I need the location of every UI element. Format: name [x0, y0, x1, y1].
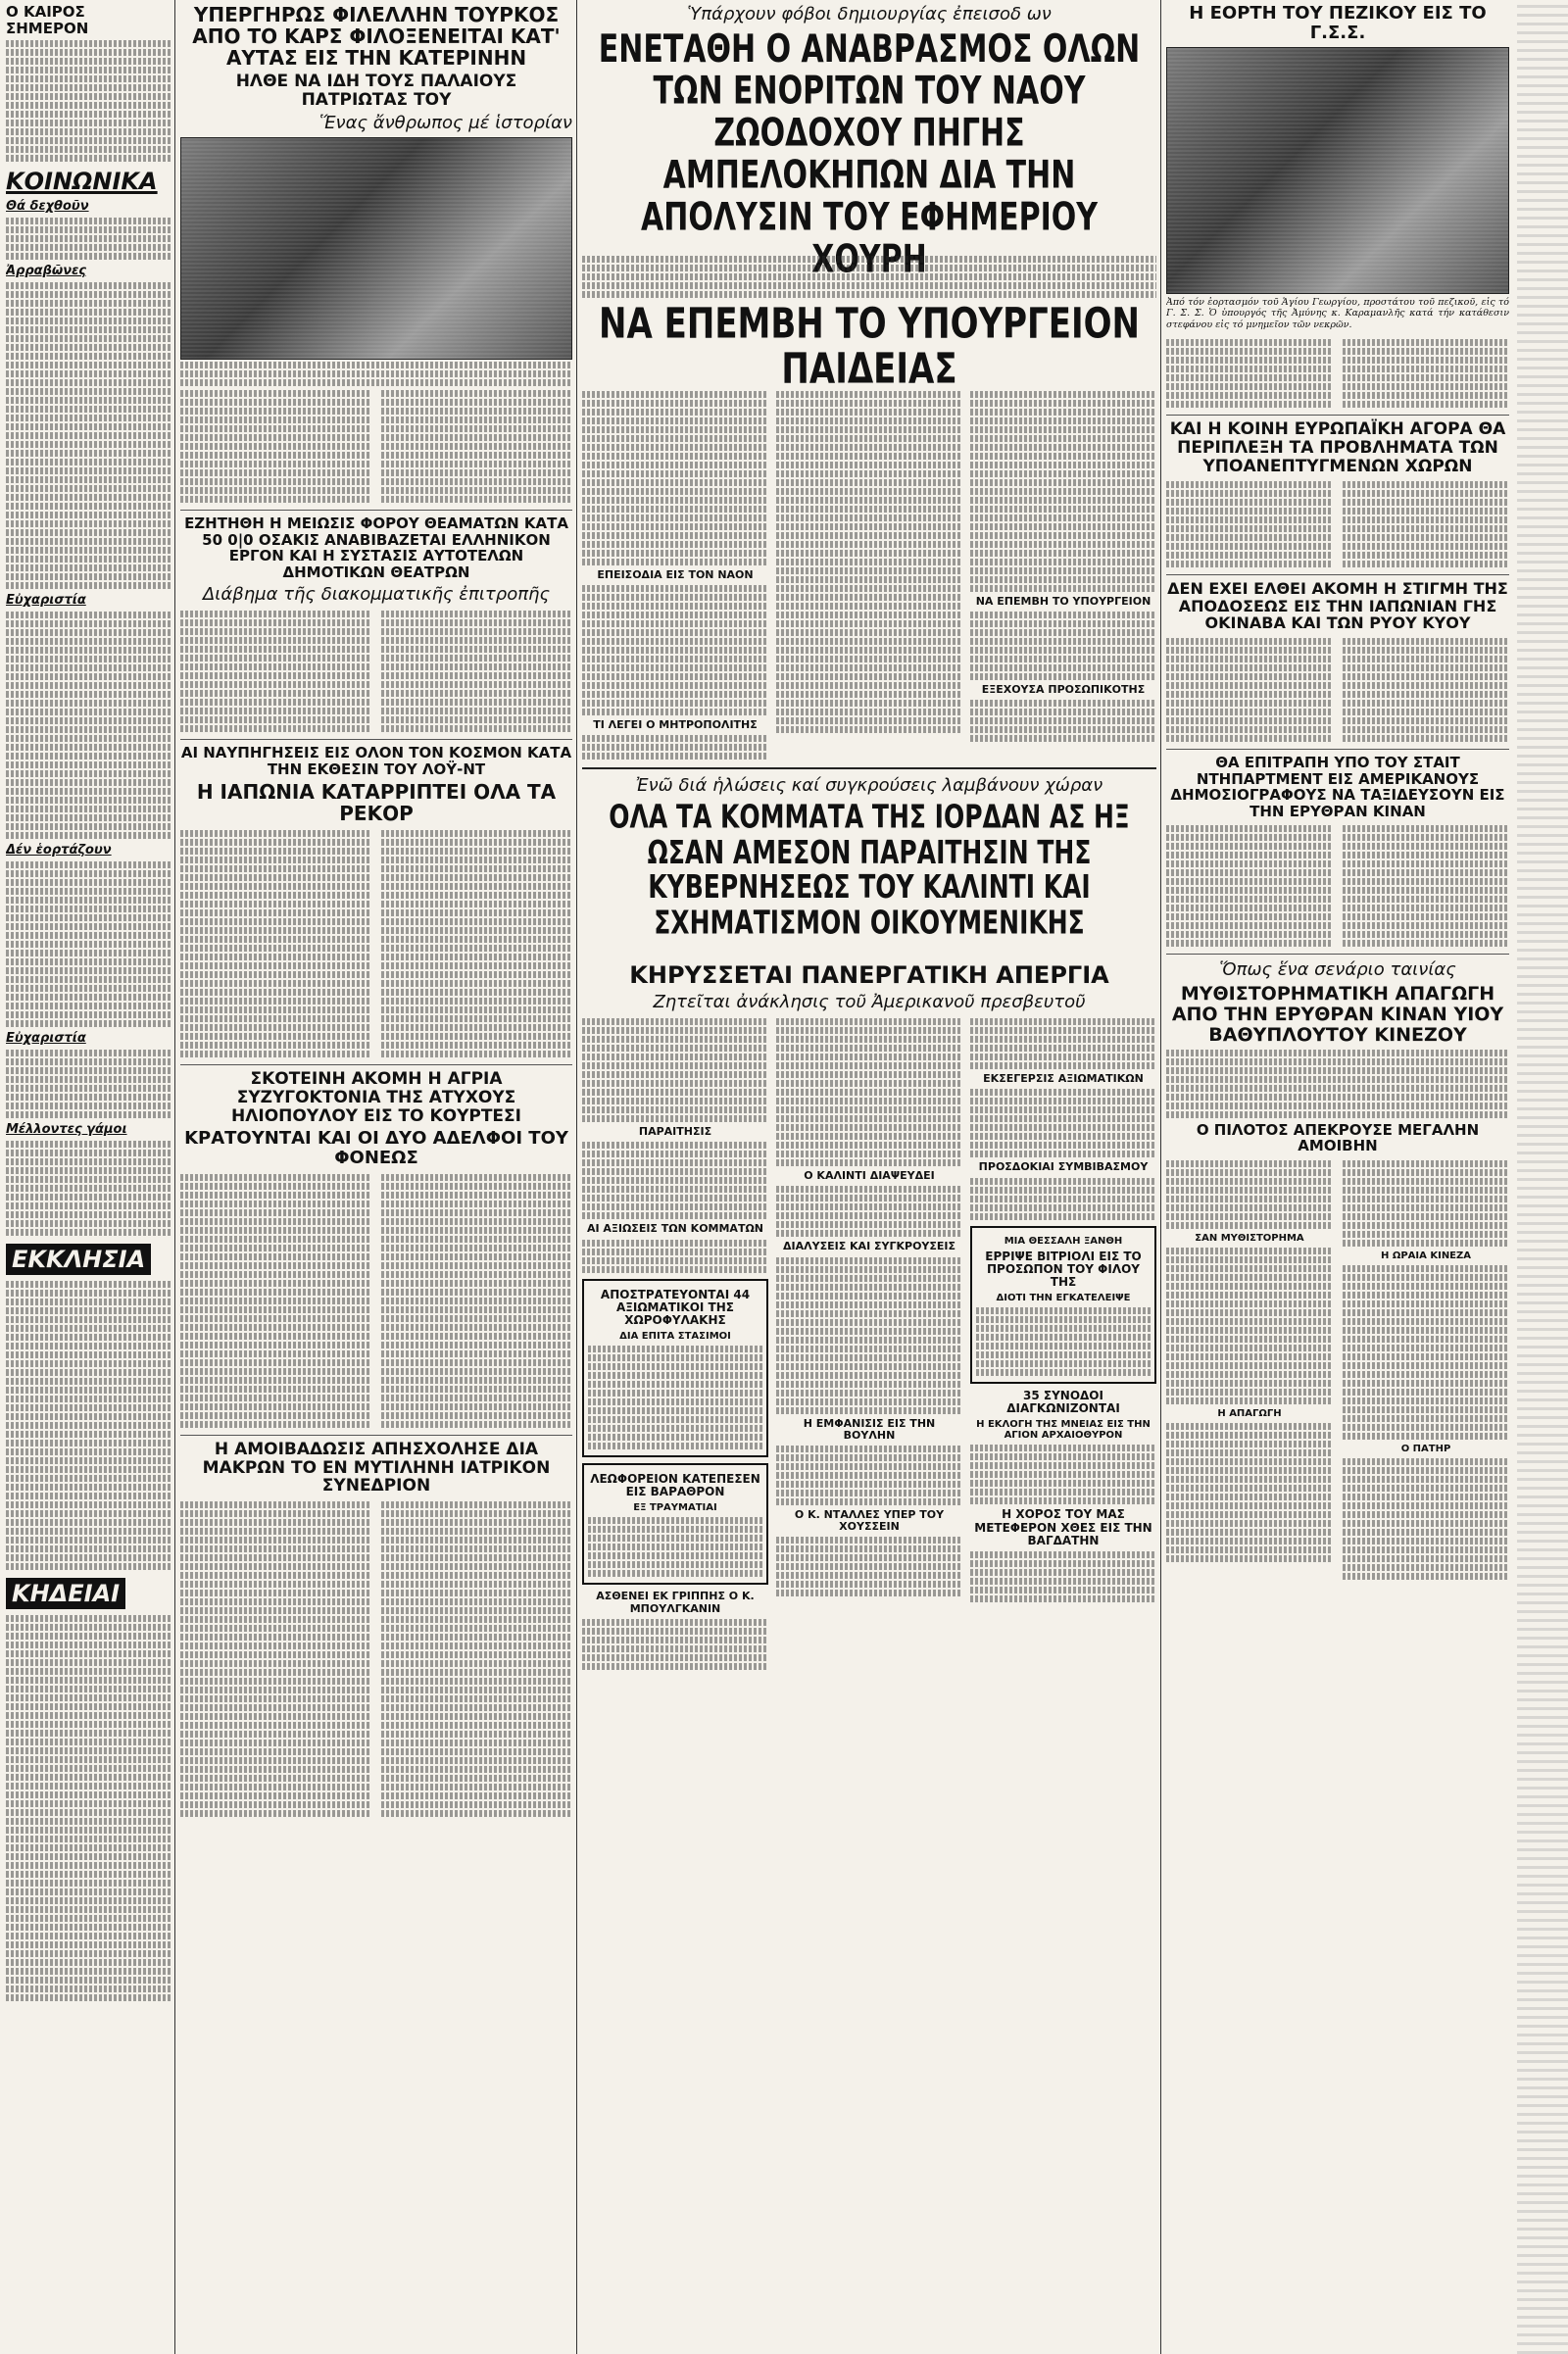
- subhead-san-mythistorima: ΣΑΝ ΜΥΘΙΣΤΟΡΗΜΑ: [1195, 1232, 1304, 1244]
- subhead-dialyseis: ΔΙΑΛΥΣΕΙΣ ΚΑΙ ΣΥΓΚΡΟΥΣΕΙΣ: [782, 1240, 956, 1253]
- subhead-axioseis: ΑΙ ΑΞΙΩΣΕΙΣ ΤΩΝ ΚΟΜΜΑΤΩΝ: [586, 1222, 764, 1236]
- box-chorofylakes-title: ΑΠΟΣΤΡΑΤΕΥΟΝΤΑΙ 44 ΑΞΙΩΜΑΤΙΚΟΙ ΤΗΣ ΧΩΡΟΦΥΛΑΚΗΣ: [600, 1287, 751, 1327]
- box-vitrioli-title: ΕΡΡΙΨΕ ΒΙΤΡΙΟΛΙ ΕΙΣ ΤΟ ΠΡΟΣΩΠΟΝ ΤΟΥ ΦΙΛΟΥ ΤΗΣ: [985, 1249, 1142, 1289]
- box-leoforeio-sub: ΕΞ ΤΡΑΥΜΑΤΙΑΙ: [633, 1502, 717, 1514]
- subhead-ti-legei: ΤΙ ΛΕΓΕΙ Ο ΜΗΤΡΟΠΟΛΙΤΗΣ: [593, 717, 758, 731]
- second-column: [180, 0, 572, 2354]
- section-ekklisia: ΕΚΚΛΗΣΙΑ: [6, 1244, 151, 1275]
- page-margin-strip: [1517, 0, 1568, 2354]
- kicker-iordan: Ἐνῶ διά ἡλώσεις καί συγκρούσεις λαμβάνουν χώραν: [635, 774, 1103, 796]
- subhead-mellontes-gamoi: Μέλλοντες γάμοι: [6, 1122, 127, 1137]
- photo-tourkos-group: [180, 137, 572, 360]
- headline-theamata: ΕΖΗΤΗΘΗ Η ΜΕΙΩΣΙΣ ΦΟΡΟΥ ΘΕΑΜΑΤΩΝ ΚΑΤΑ 50 0|0 ΟΣΑΚΙΣ ΑΝΑΒΙΒΑΖΕΤΑΙ ΕΛΛΗΝΙΚΟΝ ΕΡΓΟΝ ΚΑΙ Η ΣΥΣΤΑΣΙΣ ΑΥΤΟΤΕΛΩΝ ΔΗΜΟΤΙΚΩΝ ΘΕΑΤΡΩΝ: [184, 515, 568, 581]
- box-chorofylakes-sub: ΔΙΑ ΕΠΙΤΑ ΣΤΑΣΙΜΟΙ: [619, 1331, 731, 1343]
- kicker-senario: Ὅπως ἕνα σενάριο ταινίας: [1219, 959, 1456, 981]
- headline-eorti-pezikou: Η ΕΟΡΤΗ ΤΟΥ ΠΕΖΙΚΟΥ ΕΙΣ ΤΟ Γ.Σ.Σ.: [1189, 3, 1487, 43]
- subhead-den-eortazoun: Δέν ἑορτάζουν: [6, 843, 112, 858]
- box-leoforeio: [582, 1463, 768, 1585]
- subhead-apagogi: Η ΑΠΑΓΩΓΗ: [1217, 1407, 1282, 1419]
- subhead-dechthoun: Θά δεχθοῦν: [6, 199, 89, 214]
- headline-iordan: ΟΛΑ ΤΑ ΚΟΜΜΑΤΑ ΤΗΣ ΙΟΡΔΑΝ ΑΣ ΗΞ ΩΣΑΝ ΑΜΕΣΟΝ ΠΑΡΑΙΤΗΣΙΝ ΤΗΣ ΚΥΒΕΡΝΗΣΕΩΣ ΤΟΥ ΚΑΛΙΝΤΙ ΚΑΙ ΣΧΗΜΑΤΙΣΜΟΝ ΟΙΚΟΥΜΕΝΙΚΗΣ: [609, 798, 1130, 941]
- box-choros-title: Η ΧΟΡΟΣ ΤΟΥ ΜΑΣ ΜΕΤΕΦΕΡΟΝ ΧΘΕΣ ΕΙΣ ΤΗΝ ΒΑΓΔΑΤΗΝ: [974, 1507, 1152, 1547]
- main-headline-ampelokipoi: ΕΝΕΤΑΘΗ Ο ΑΝΑΒΡΑΣΜΟΣ ΟΛΩΝ ΤΩΝ ΕΝΟΡΙΤΩΝ ΤΟΥ ΝΑΟΥ ΖΩΟΔΟΧΟΥ ΠΗΓΗΣ ΑΜΠΕΛΟΚΗΠΩΝ ΔΙΑ ΤΗΝ ΑΠΟΛΥΣΙΝ ΤΟΥ ΕΦΗΜΕΡΙΟΥ ΧΟΥΡΗ: [598, 26, 1141, 282]
- subhead-oraia-kineza: Η ΩΡΑΙΑ ΚΙΝΕΖΑ: [1380, 1250, 1472, 1261]
- weather-title: Ο ΚΑΙΡΟΣ ΣΗΜΕΡΟΝ: [6, 3, 89, 37]
- section-kideiai: ΚΗΔΕΙΑΙ: [6, 1578, 125, 1609]
- subhead-patir: Ο ΠΑΤΗΡ: [1400, 1443, 1451, 1454]
- box-ntalles-title: Ο Κ. ΝΤΑΛΛΕΣ ΥΠΕΡ ΤΟΥ ΧΟΥΣΣΕΙΝ: [794, 1507, 945, 1533]
- headline-apergia: ΚΗΡΥΣΣΕΤΑΙ ΠΑΝΕΡΓΑΤΙΚΗ ΑΠΕΡΓΙΑ: [629, 960, 1109, 989]
- headline-pilotos: Ο ΠΙΛΟΤΟΣ ΑΠΕΚΡΟΥΣΕ ΜΕΓΑΛΗΝ ΑΜΟΙΒΗΝ: [1196, 1120, 1480, 1155]
- headline-koini-agora: ΚΑΙ Η ΚΟΙΝΗ ΕΥΡΩΠΑΪΚΗ ΑΓΟΡΑ ΘΑ ΠΕΡΙΠΛΕΞΗ ΤΑ ΠΡΟΒΛΗΜΑΤΑ ΤΩΝ ΥΠΟΑΝΕΠΤΥΓΜΕΝΩΝ ΧΩΡΩΝ: [1169, 419, 1506, 476]
- subhead-eksegersi: ΕΚΣΕΓΕΡΣΙΣ ΑΞΙΩΜΑΤΙΚΩΝ: [983, 1072, 1144, 1086]
- headline-kratountai: ΚΡΑΤΟΥΝΤΑΙ ΚΑΙ ΟΙ ΔΥΟ ΑΔΕΛΦΟΙ ΤΟΥ ΦΟΝΕΩΣ: [184, 1128, 568, 1169]
- headline-ypourgeion-paideias: ΝΑ ΕΠΕΜΒΗ ΤΟ ΥΠΟΥΡΓΕΙΟΝ ΠΑΙΔΕΙΑΣ: [599, 299, 1140, 395]
- photo-eorti-pezikou: [1166, 47, 1509, 294]
- subhead-na-epemvi: ΝΑ ΕΠΕΜΒΗ ΤΟ ΥΠΟΥΡΓΕΙΟΝ: [975, 594, 1152, 608]
- headline-iaponia-rekor: Η ΙΑΠΩΝΙΑ ΚΑΤΑΡΡΙΠΤΕΙ ΟΛΑ ΤΑ ΡΕΚΟΡ: [196, 780, 557, 826]
- subhead-exechousa: ΕΞΕΧΟΥΣΑ ΠΡΟΣΩΠΙΚΟΤΗΣ: [981, 682, 1146, 696]
- box-grippi-title: ΑΣΘΕΝΕΙ ΕΚ ΓΡΙΠΠΗΣ Ο Κ. ΜΠΟΥΛΓΚΑΝΙΝ: [596, 1590, 755, 1615]
- kicker-fovoi: Ὑπάρχουν φόβοι δημιουργίας ἐπεισοδ ων: [687, 4, 1052, 25]
- headline-mytilini: Η ΑΜΟΙΒΑΔΩΣΙΣ ΑΠΗΣΧΟΛΗΣΕ ΔΙΑ ΜΑΚΡΩΝ ΤΟ ΕΝ ΜΥΤΙΛΗΝΗ ΙΑΤΡΙΚΟΝ ΣΥΝΕΔΡΙΟΝ: [202, 1440, 551, 1496]
- box-chorofylakes: [582, 1279, 768, 1458]
- headline-tourkos: ΥΠΕΡΓΗΡΩΣ ΦΙΛΕΛΛΗΝ ΤΟΥΡΚΟΣ ΑΠΟ ΤΟ ΚΑΡΣ ΦΙΛΟΞΕΝΕΙΤΑΙ ΚΑΤ' ΑΥΤΑΣ ΕΙΣ ΤΗΝ ΚΑΤΕΡΙΝΗΝ: [192, 3, 561, 70]
- headline-apagogi: ΜΥΘΙΣΤΟΡΗΜΑΤΙΚΗ ΑΠΑΓΩΓΗ ΑΠΟ ΤΗΝ ΕΡΥΘΡΑΝ ΚΙΝΑΝ ΥΙΟΥ ΒΑΘΥΠΛΟΥΤΟΥ ΚΙΝΕΖΟΥ: [1171, 983, 1504, 1046]
- subhead-provlepsis: ΠΡΟΣΔΟΚΙΑΙ ΣΥΜΒΙΒΑΣΜΟΥ: [978, 1160, 1149, 1174]
- subheadline-patriotas: ΗΛΘΕ ΝΑ ΙΔΗ ΤΟΥΣ ΠΑΛΑΙΟΥΣ ΠΑΤΡΙΩΤΑΣ ΤΟΥ: [235, 72, 517, 110]
- subhead-eucharistia: Εὐχαριστία: [6, 593, 86, 608]
- kicker-istoria: Ἕνας ἄνθρωπος μέ ἱστορίαν: [318, 113, 572, 134]
- subhead-emfanisi: Η ΕΜΦΑΝΙΣΙΣ ΕΙΣ ΤΗΝ ΒΟΥΛΗΝ: [803, 1416, 936, 1442]
- headline-kourtesi: ΣΚΟΤΕΙΝΗ ΑΚΟΜΗ Η ΑΓΡΙΑ ΣΥΖΥΓΟΚΤΟΝΙΑ ΤΗΣ ΑΤΥΧΟΥΣ ΗΛΙΟΠΟΥΛΟΥ ΕΙΣ ΤΟ ΚΟΥΡΤΕΣΙ: [231, 1069, 521, 1126]
- kicker-theamata: Διάβημα τῆς διακομματικῆς ἐπιτροπῆς: [202, 584, 551, 606]
- box-synodoi-title: 35 ΣΥΝΟΔΟΙ ΔΙΑΓΚΩΝΙΖΟΝΤΑΙ: [1006, 1389, 1120, 1416]
- left-column: [6, 0, 171, 2354]
- box-vitrioli: [970, 1226, 1156, 1385]
- headline-stait-ntipartment: ΘΑ ΕΠΙΤΡΑΠΗ ΥΠΟ ΤΟΥ ΣΤΑΙΤ ΝΤΗΠΑΡΤΜΕΝΤ ΕΙΣ ΑΜΕΡΙΚΑΝΟΥΣ ΔΗΜΟΣΙΟΓΡΑΦΟΥΣ ΝΑ ΤΑΞΙΔΕΥΣΟΥΝ ΕΙΣ ΤΗΝ ΕΡΥΘΡΑΝ ΚΙΝΑΝ: [1170, 754, 1505, 820]
- kicker-presveutou: Ζητεῖται ἀνάκλησις τοῦ Ἀμερικανοῦ πρεσβευτοῦ: [653, 992, 1086, 1013]
- headline-okinawa: ΔΕΝ ΕΧΕΙ ΕΛΘΕΙ ΑΚΟΜΗ Η ΣΤΙΓΜΗ ΤΗΣ ΑΠΟΔΟΣΕΩΣ ΕΙΣ ΤΗΝ ΙΑΠΩΝΙΑΝ ΓΗΣ ΟΚΙΝΑΒΑ ΚΑΙ ΤΩΝ ΡΥΟΥ ΚΥΟΥ: [1167, 579, 1508, 633]
- box-xanthi: ΜΙΑ ΘΕΣΣΑΛΗ ΞΑΝΘΗ: [1004, 1235, 1123, 1247]
- subhead-kalinti: Ο ΚΑΛΙΝΤΙ ΔΙΑΨΕΥΔΕΙ: [804, 1169, 935, 1183]
- box-leoforeio-title: ΛΕΩΦΟΡΕΙΟΝ ΚΑΤΕΠΕΣΕΝ ΕΙΣ ΒΑΡΑΘΡΟΝ: [590, 1472, 760, 1499]
- subhead-eucharistia-2: Εὐχαριστία: [6, 1031, 86, 1046]
- box-vitrioli-sub: ΔΙΟΤΙ ΤΗΝ ΕΓΚΑΤΕΛΕΙΨΕ: [996, 1293, 1131, 1304]
- section-koinonika: ΚΟΙΝΩΝΙΚΑ: [6, 168, 158, 195]
- right-column: [1166, 0, 1509, 2354]
- subhead-arravones: Ἀρραβῶνες: [6, 264, 87, 278]
- box-synodoi-sub: Η ΕΚΛΟΓΗ ΤΗΣ ΜΝΕΙΑΣ ΕΙΣ ΤΗΝ ΑΓΙΟΝ ΑΡΧΑΙΟΘΥΡΟΝ: [976, 1419, 1151, 1442]
- subhead-epeisodia: ΕΠΕΙΣΟΔΙΑ ΕΙΣ ΤΟΝ ΝΑΟΝ: [597, 567, 754, 581]
- photo-caption-pezikou: Ἀπό τόν ἑορτασμόν τοῦ Ἁγίου Γεωργίου, προστάτου τοῦ πεζικοῦ, εἰς τό Γ. Σ. Σ. Ὁ ὑπουργός τῆς Ἀμύνης κ. Καραμανλῆς κατά τήν κατάθεσιν στεφάνου εἰς τό μνημεῖον τῶν νεκρῶν.: [1166, 296, 1509, 331]
- headline-naupigiseis: ΑΙ ΝΑΥΠΗΓΗΣΕΙΣ ΕΙΣ ΟΛΟΝ ΤΟΝ ΚΟΣΜΟΝ ΚΑΤΑ ΤΗΝ ΕΚΘΕΣΙΝ ΤΟΥ ΛΟΫ-ΝΤ: [180, 744, 572, 778]
- subhead-paraitisis: ΠΑΡΑΙΤΗΣΙΣ: [638, 1125, 712, 1139]
- center-column: [582, 0, 1156, 2354]
